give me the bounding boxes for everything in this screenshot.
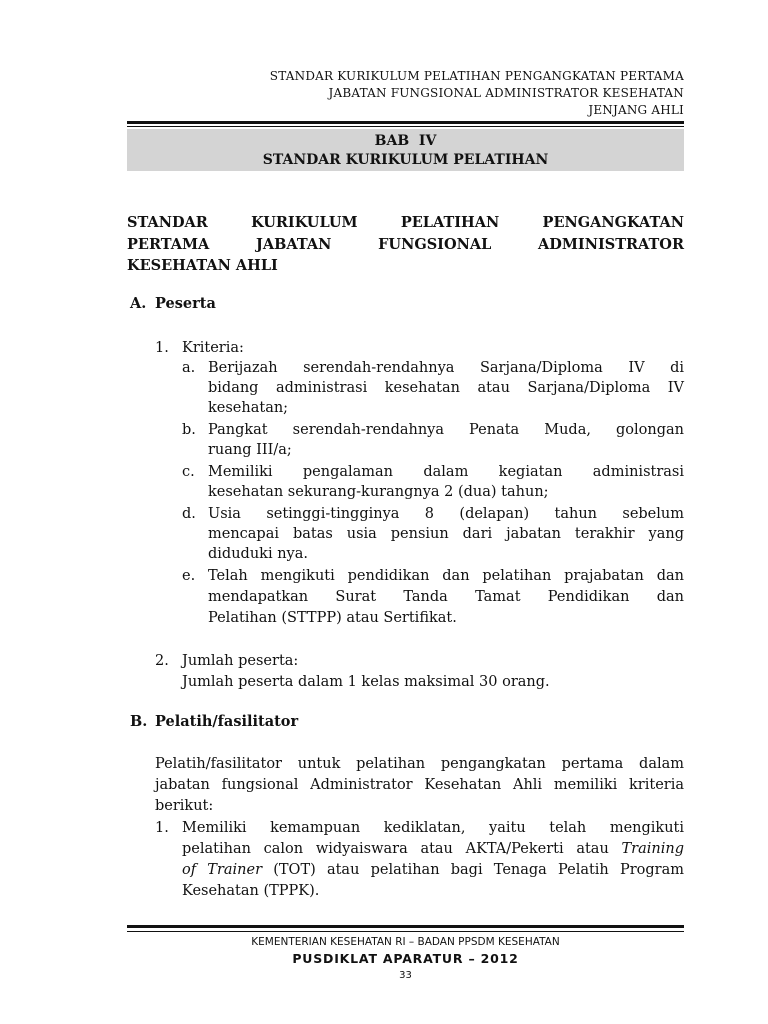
criteria-e-line-1: Telah mengikuti pendidikan dan pelatihan prajabatan dan <box>208 568 684 584</box>
doc-title-line-2: PERTAMA JABATAN FUNGSIONAL ADMINISTRATOR <box>127 236 684 253</box>
b-item-1-marker: 1. <box>155 820 169 836</box>
item-2-text: Jumlah peserta dalam 1 kelas maksimal 30 orang. <box>182 674 550 690</box>
criteria-a-line-1: Berijazah serendah-rendahnya Sarjana/Diploma IV di <box>208 360 684 376</box>
doc-title-line-1: STANDAR KURIKULUM PELATIHAN PENGANGKATAN <box>127 214 684 231</box>
criteria-d-marker: d. <box>182 506 196 522</box>
b-item-1-line-1: Memiliki kemampuan kediklatan, yaitu telah mengikuti <box>182 820 684 836</box>
criteria-e-line-2: mendapatkan Surat Tanda Tamat Pendidikan dan <box>208 589 684 605</box>
item-1-marker: 1. <box>155 340 169 356</box>
section-a-title: Peserta <box>155 295 216 312</box>
item-2-label: Jumlah peserta: <box>182 653 299 669</box>
header-rule-thin <box>127 126 684 127</box>
footer-rule-thick <box>127 925 684 928</box>
b-item-1-line-4: Kesehatan (TPPK). <box>182 883 320 899</box>
criteria-c-line-1: Memiliki pengalaman dalam kegiatan administrasi <box>208 464 684 480</box>
criteria-b-line-1: Pangkat serendah-rendahnya Penata Muda, golongan <box>208 422 684 438</box>
criteria-a-line-2: bidang administrasi kesehatan atau Sarjana/Diploma IV <box>208 380 684 396</box>
footer-publisher: PUSDIKLAT APARATUR – 2012 <box>292 951 519 966</box>
criteria-b-marker: b. <box>182 422 196 438</box>
page-number: 33 <box>399 970 412 981</box>
section-b-intro-1: Pelatih/fasilitator untuk pelatihan pengangkatan pertama dalam <box>155 756 684 772</box>
section-b-title: Pelatih/fasilitator <box>155 713 299 730</box>
section-b-intro-3: berikut: <box>155 798 214 814</box>
b-item-1-of-trainer-italic: of Trainer <box>182 862 263 878</box>
criteria-b-line-2: ruang III/a; <box>208 442 292 458</box>
criteria-e-line-3: Pelatihan (STTPP) atau Sertifikat. <box>208 610 457 626</box>
section-b-intro-2: jabatan fungsional Administrator Kesehatan Ahli memiliki kriteria <box>155 777 684 793</box>
criteria-a-marker: a. <box>182 360 196 376</box>
header-line-1: STANDAR KURIKULUM PELATIHAN PENGANGKATAN PERTAMA <box>269 69 684 83</box>
header-line-3: JENJANG AHLI <box>588 103 684 117</box>
chapter-banner <box>127 129 684 171</box>
section-b-marker: B. <box>130 713 148 730</box>
chapter-number: BAB IV <box>374 133 437 149</box>
footer-rule-thin <box>127 931 684 932</box>
criteria-c-marker: c. <box>182 464 195 480</box>
doc-title-line-3: KESEHATAN AHLI <box>127 257 278 274</box>
criteria-e-marker: e. <box>182 568 196 584</box>
criteria-a-line-3: kesehatan; <box>208 400 289 416</box>
b-item-1-line-3 <box>182 860 684 880</box>
criteria-d-line-2: mencapai batas usia pensiun dari jabatan terakhir yang <box>208 526 684 542</box>
b-item-1-training-italic: Training <box>621 841 684 857</box>
footer-ministry: KEMENTERIAN KESEHATAN RI – BADAN PPSDM KESEHATAN <box>251 936 560 948</box>
criteria-c-line-2: kesehatan sekurang-kurangnya 2 (dua) tahun; <box>208 484 549 500</box>
criteria-d-line-3: diduduki nya. <box>208 546 308 562</box>
header-rule-thick <box>127 121 684 124</box>
header-line-2: JABATAN FUNGSIONAL ADMINISTRATOR KESEHATAN <box>328 86 684 100</box>
b-item-1-line-2 <box>182 839 684 859</box>
section-a-marker: A. <box>130 295 147 312</box>
b-item-1-line-3-text: (TOT) atau pelatihan bagi Tenaga Pelatih Program <box>262 862 684 878</box>
criteria-d-line-1: Usia setinggi-tingginya 8 (delapan) tahun sebelum <box>208 506 684 522</box>
item-1-label: Kriteria: <box>182 340 244 356</box>
b-item-1-line-2-text: pelatihan calon widyaiswara atau AKTA/Pekerti atau <box>182 841 622 857</box>
chapter-title: STANDAR KURIKULUM PELATIHAN <box>262 152 549 168</box>
item-2-marker: 2. <box>155 653 169 669</box>
